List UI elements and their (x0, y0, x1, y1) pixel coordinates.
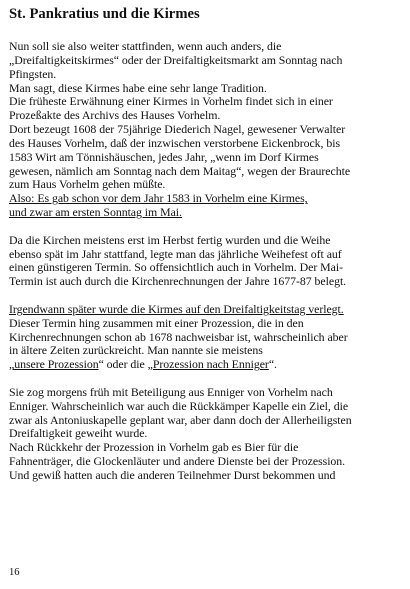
text-line: Fahnenträger, die Glockenläuter und andere Dienste bei der Prozession. (9, 454, 346, 469)
procession-names-line (9, 358, 405, 372)
text-line: Und gewiß hatten auch die anderen Teilnehmer Durst bekommen und (9, 468, 336, 483)
text-line: zwar als Antoniuskapelle geplant war, aber dann doch der Allerheiligsten (9, 412, 352, 427)
text-line: einen günstigeren Termin. So offensichtlich auch in Vorhelm. Der Mai- (9, 260, 343, 275)
text-line: Nun soll sie also weiter stattfinden, wenn auch anders, die (9, 39, 282, 53)
underlined-conclusion-line (9, 206, 405, 220)
text-line: 1583 Wirt am Tönnishäuschen, jedes Jahr, „wenn im Dorf Kirmes (9, 149, 319, 164)
text-line: Pfingsten. (9, 66, 57, 81)
quote-mark: „ (9, 357, 15, 372)
text-line: Prozeßakte des Archivs des Hauses Vorhelm. (9, 108, 221, 123)
text-line: „Dreifaltigkeitskirmes“ oder der Dreifaltigkeitsmarkt am Sonntag nach (9, 52, 343, 67)
underlined-lead-line (9, 303, 405, 317)
text-line: Die früheste Erwähnung einer Kirmes in Vorhelm findet sich in einer (9, 94, 333, 109)
paragraph-3 (9, 303, 405, 372)
text-line: Enniger. Wahrscheinlich war auch die Rückkämper Kapelle ein Ziel, die (9, 398, 349, 413)
underlined-text: Also: Es gab schon vor dem Jahr 1583 in Vorhelm eine Kirmes, (9, 191, 308, 206)
text-line: Da die Kirchen meistens erst im Herbst fertig wurden und die Weihe (9, 232, 331, 247)
text-line: Man sagt, diese Kirmes habe eine sehr lange Tradition. (9, 80, 267, 95)
text-line: Termin ist auch durch die Kirchenrechnungen der Jahre 1677-87 belegt. (9, 274, 347, 289)
text-line: ebenso spät im Jahr stattfand, legte man das jährliche Weihefest oft auf (9, 246, 342, 261)
paragraph-2 (9, 234, 405, 289)
text-line: in ältere Zeiten zurückreicht. Man nannte sie meistens (9, 343, 263, 358)
text-line: Dreifaltigkeit geweiht wurde. (9, 426, 148, 441)
text-line: Sie zog morgens früh mit Beteiligung aus Enniger von Vorhelm nach (9, 384, 333, 399)
text-line: Dort bezeugt 1608 der 75jährige Diederich Nagel, gewesener Verwalter (9, 122, 346, 137)
page-title: St. Pankratius und die Kirmes (9, 6, 200, 22)
closing-quote: “. (268, 357, 277, 372)
page-number: 16 (9, 567, 20, 578)
text-line: zum Haus Vorhelm gehen müßte. (9, 177, 166, 192)
paragraph-4 (9, 386, 405, 483)
text-line: Kirchenrechnungen schon ab 1678 nachweisbar ist, wahrscheinlich aber (9, 329, 348, 344)
text-line: des Hauses Vorhelm, daß der inzwischen verstorbene Eickenbrock, bis (9, 135, 341, 150)
underlined-text: und zwar am ersten Sonntag im Mai. (9, 205, 182, 220)
procession-name-1: unsere Prozession (14, 357, 99, 372)
text-line: Nach Rückkehr der Prozession in Vorhelm gab es Bier für die (9, 440, 299, 455)
text-line: Dieser Termin hing zusammen mit einer Prozession, die in den (9, 315, 304, 330)
underlined-conclusion-line (9, 192, 405, 206)
underlined-text: Irgendwann später wurde die Kirmes auf den Dreifaltigkeitstag verlegt. (9, 301, 344, 316)
paragraph-1 (9, 40, 405, 220)
procession-name-2: Prozession nach Enniger (152, 357, 269, 372)
connector-text: “ oder die „ (98, 357, 153, 372)
document-body (9, 40, 405, 483)
text-line: gewesen, nämlich am Sonntag nach dem Maitag“, wegen der Braurechte (9, 163, 351, 178)
document-page (9, 6, 405, 497)
